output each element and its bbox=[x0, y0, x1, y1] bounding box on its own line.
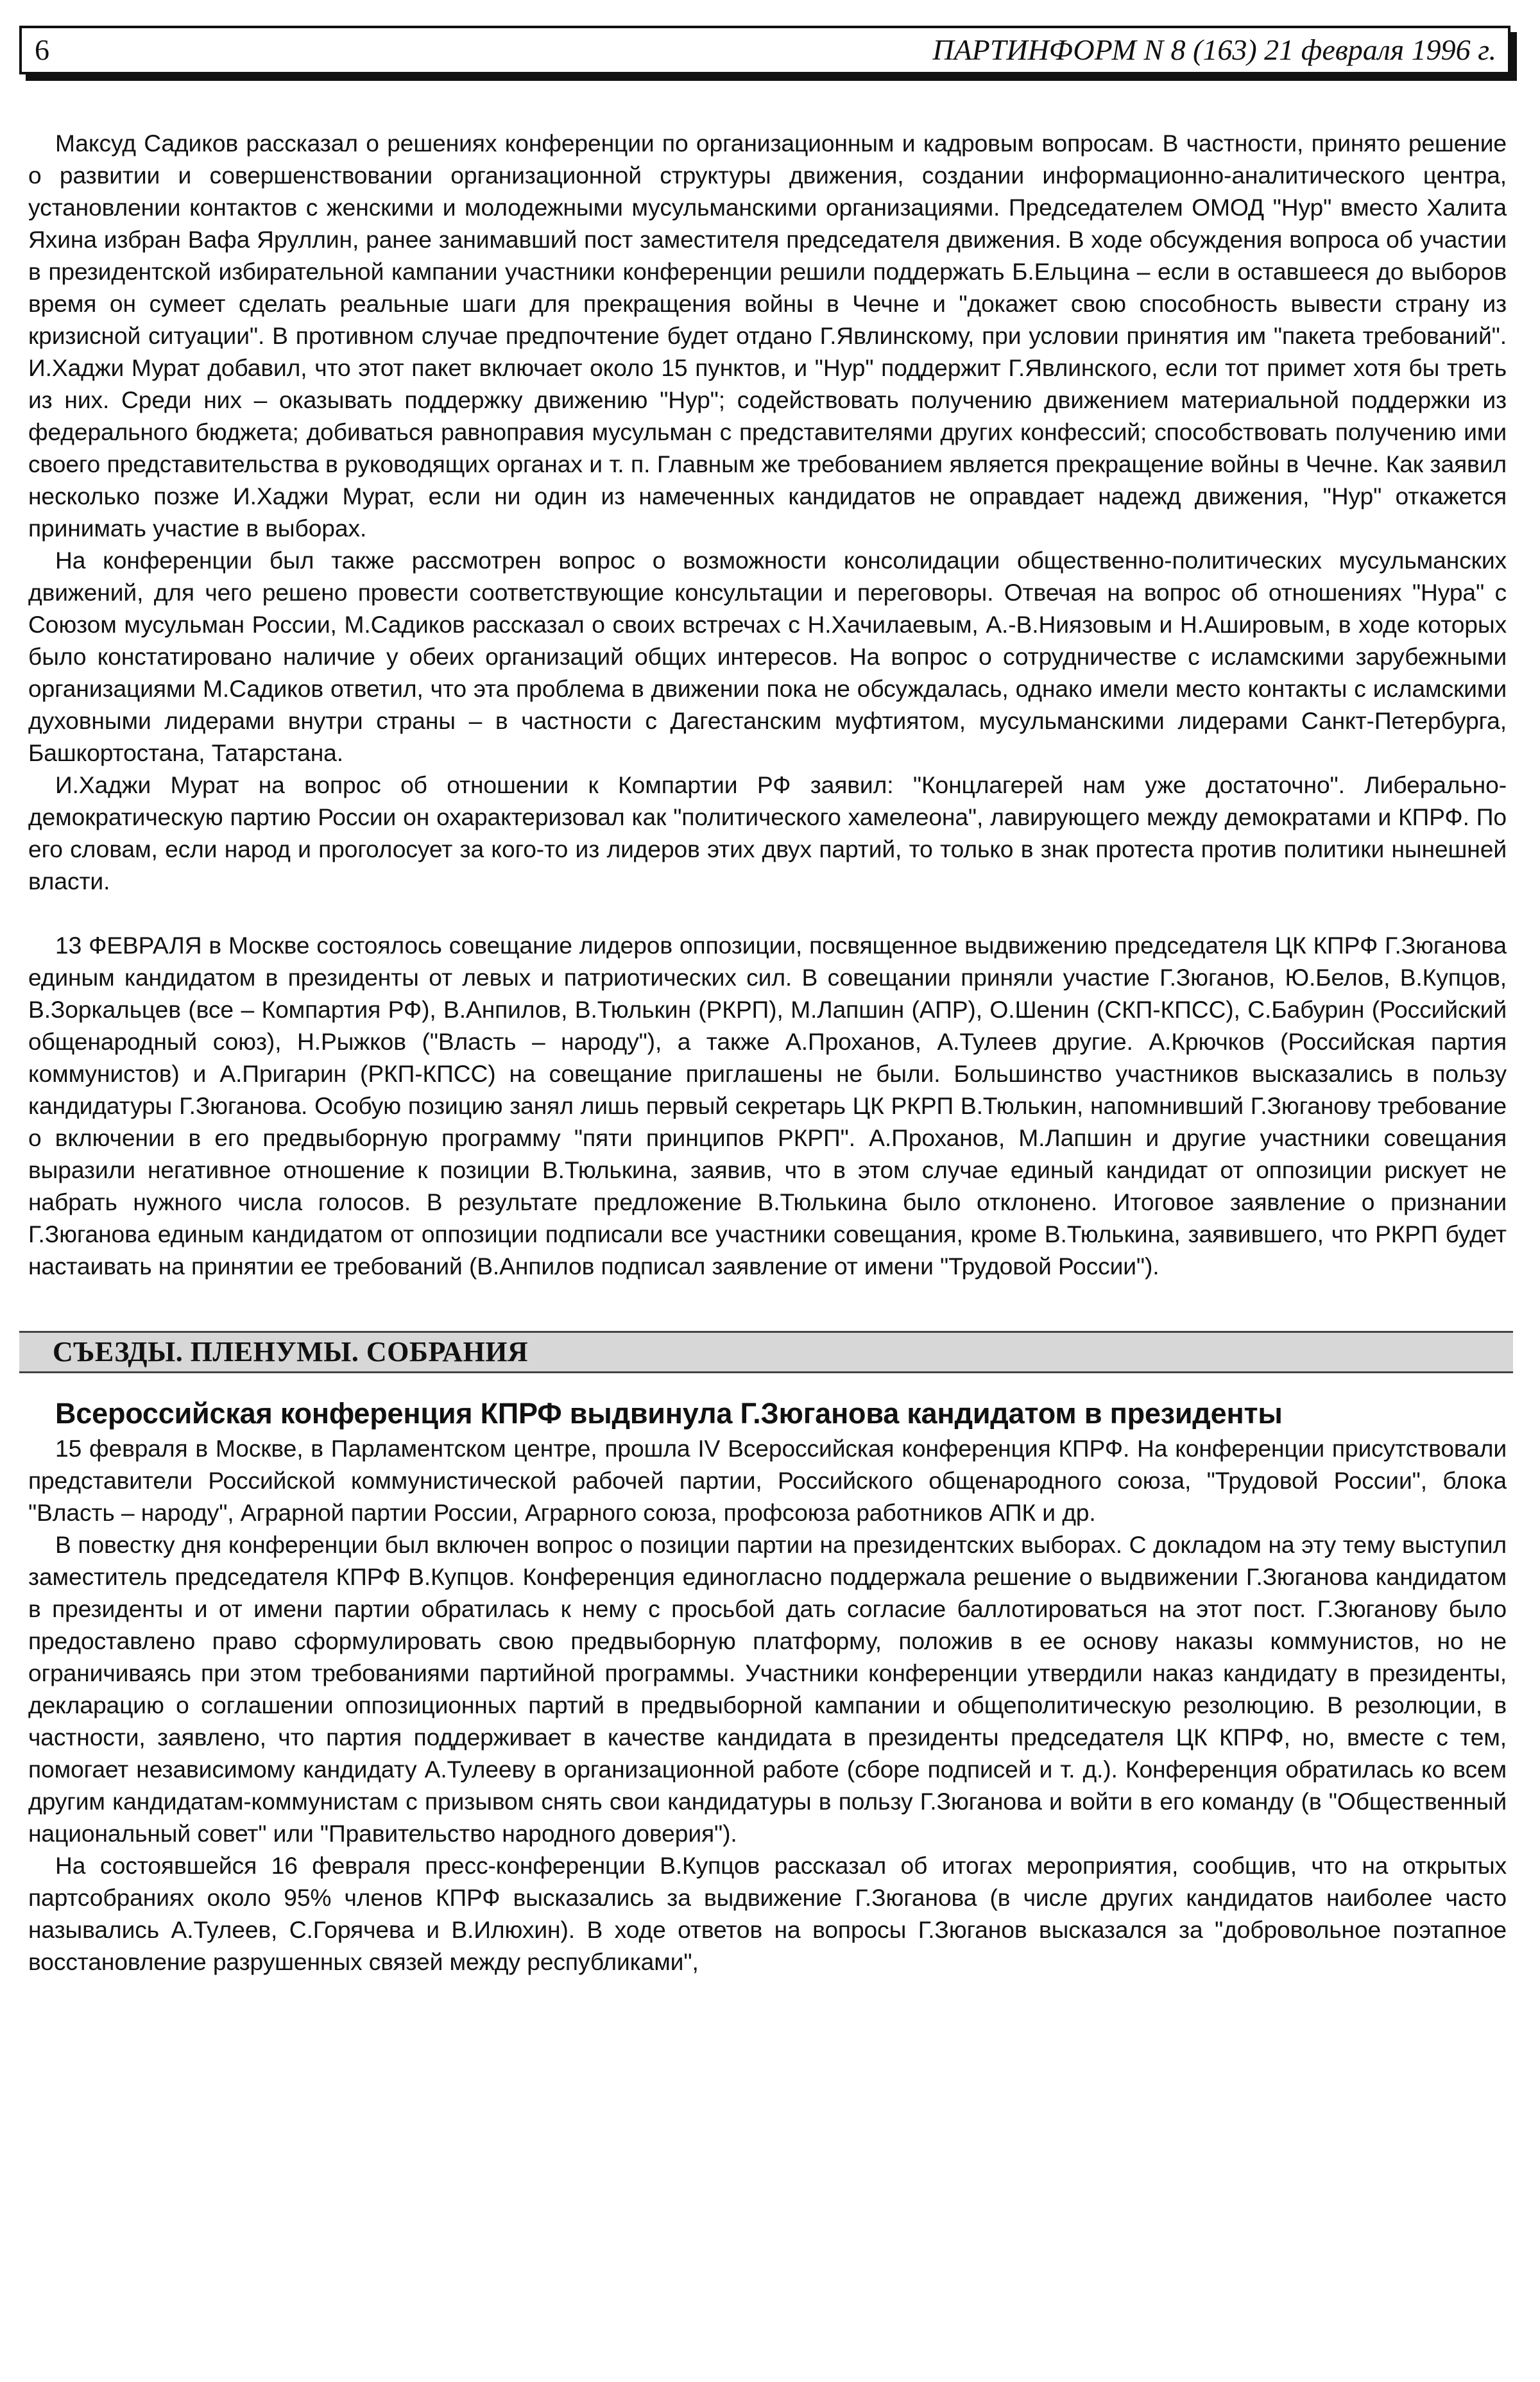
issue-info: ПАРТИНФОРМ N 8 (163) 21 февраля 1996 г. bbox=[932, 33, 1496, 66]
article-paragraph-2: В повестку дня конференции был включен вопрос о позиции партии на президентских выборах. С докладом на эту тему выступил заместитель председателя КПРФ В.Купцов. Конференция единогласно поддержала решение о выдвижении Г.Зюганова кандидатом в президенты и от имени партии обратилась к нему с просьбой дать согласие баллотироваться на этот пост. Г.Зюганову было предоставлено право сформулировать свою предвыборную платформу, положив в ее основу наказы коммунистов, но не ограничиваясь при этом требованиями партийной программы. Участники конференции утвердили наказ кандидату в президенты, декларацию о соглашении оппозиционных партий в предвыборной кампании и общеполитическую резолюцию. В резолюции, в частности, заявлено, что партия поддерживает в качестве кандидата в президенты председателя ЦК КПРФ, но, вместе с тем, помогает независимому кандидату А.Тулееву в организационной работе (сборе подписей и т. д.). Конференция обратилась ко всем другим кандидатам-коммунистам с призывом снять свои кандидатуры в пользу Г.Зюганова и войти в его команду (в "Общественный национальный совет" или "Правительство народного доверия"). bbox=[28, 1531, 1507, 1847]
paragraph-feb13: 13 ФЕВРАЛЯ в Москве состоялось совещание лидеров оппозиции, посвященное выдвижению председателя ЦК КПРФ Г.Зюганова единым кандидатом в президенты от левых и патриотических сил. В совещании приняли участие Г.Зюганов, Ю.Белов, В.Купцов, В.Зоркальцев (все – Компартия РФ), В.Анпилов, В.Тюлькин (РКРП), М.Лапшин (АПР), О.Шенин (СКП-КПСС), С.Бабурин (Российский общенародный союз), Н.Рыжков ("Власть – народу"), а также А.Проханов, А.Тулеев другие. А.Крючков (Российская партия коммунистов) и А.Пригарин (РКП-КПСС) на совещание приглашены не были. Большинство участников высказались в пользу кандидатуры Г.Зюганова. Особую позицию занял лишь первый секретарь ЦК РКРП В.Тюлькин, напомнивший Г.Зюганову требование о включении в его предвыборную программу "пяти принципов РКРП". А.Проханов, М.Лапшин и другие участники совещания выразили негативное отношение к позиции В.Тюлькина, заявив, что в этом случае единый кандидат от оппозиции рискует не набрать нужного числа голосов. В результате предложение В.Тюлькина было отклонено. Итоговое заявление о признании Г.Зюганова единым кандидатом от оппозиции подписали все участники совещания, кроме В.Тюлькина, заявившего, что РКРП будет настаивать на принятии ее требований (В.Анпилов подписал заявление от имени "Трудовой России"). bbox=[28, 932, 1507, 1280]
page-number: 6 bbox=[35, 33, 49, 66]
page-header bbox=[19, 26, 1510, 74]
paragraph-top-2: На конференции был также рассмотрен вопрос о возможности консолидации общественно-политических мусульманских движений, для чего решено провести соответствующие консультации и переговоры. Отвечая на вопрос об отношениях "Нура" с Союзом мусульман России, М.Садиков рассказал о своих встречах с Н.Хачилаевым, А.-В.Ниязовым и Н.Ашировым, в ходе которых было констатировано наличие у обеих организаций общих интересов. На вопрос о сотрудничестве с исламскими зарубежными организациями М.Садиков ответил, что эта проблема в движении пока не обсуждалась, однако имели место контакты с исламскими духовными лидерами внутри страны – в частности с Дагестанским муфтиятом, мусульманскими лидерами Санкт-Петербурга, Башкортостана, Татарстана. bbox=[28, 547, 1507, 766]
section-heading-bar bbox=[19, 1331, 1513, 1373]
paragraph-top-1: Максуд Садиков рассказал о решениях конференции по организационным и кадровым вопросам. В частности, принято решение о развитии и совершенствовании организационной структуры движения, создании информационно-аналитического центра, установлении контактов с женскими и молодежными мусульманскими организациями. Председателем ОМОД "Нур" вместо Халита Яхина избран Вафа Яруллин, ранее занимавший пост заместителя председателя движения. В ходе обсуждения вопроса об участии в президентской избирательной кампании участники конференции решили поддержать Б.Ельцина – если в оставшееся до выборов время он сумеет сделать реальные шаги для прекращения войны в Чечне и "докажет свою способность вывести страну из кризисной ситуации". В противном случае предпочтение будет отдано Г.Явлинскому, при условии принятия им "пакета требований". И.Хаджи Мурат добавил, что этот пакет включает около 15 пунктов, и "Нур" поддержит Г.Явлинского, если тот примет хотя бы треть из них. Среди них – оказывать поддержку движению "Нур"; содействовать получению движением материальной поддержки из федерального бюджета; добиваться равноправия мусульман с представителями других конфессий; способствовать получению ими своего представительства в руководящих органах и т. п. Главным же требованием является прекращение войны в Чечне. Как заявил несколько позже И.Хаджи Мурат, если ни один из намеченных кандидатов не оправдает надежд движения, "Нур" откажется принимать участие в выборах. bbox=[28, 130, 1507, 542]
page-content bbox=[28, 127, 1507, 1978]
section-title: СЪЕЗДЫ. ПЛЕНУМЫ. СОБРАНИЯ bbox=[53, 1336, 529, 1367]
paragraph-top-3: И.Хаджи Мурат на вопрос об отношении к Компартии РФ заявил: "Концлагерей нам уже достаточно". Либерально-демократическую партию России он охарактеризовал как "политического хамелеона", лавирующего между демократами и КПРФ. По его словам, если народ и проголосует за кого-то из лидеров этих двух партий, то только в знак протеста против политики нынешней власти. bbox=[28, 771, 1507, 895]
section-spacer bbox=[28, 1282, 1507, 1331]
article-paragraph-3: На состоявшейся 16 февраля пресс-конференции В.Купцов рассказал об итогах мероприятия, сообщив, что на открытых партсобраниях около 95% членов КПРФ высказались за выдвижение Г.Зюганова (в числе других кандидатов наиболее часто назывались А.Тулеев, С.Горячева и В.Илюхин). В ходе ответов на вопросы Г.Зюганов высказался за "добровольное поэтапное восстановление разрушенных связей между республиками", bbox=[28, 1852, 1507, 1975]
paragraph-spacer bbox=[28, 897, 1507, 929]
article-paragraph-1: 15 февраля в Москве, в Парламентском центре, прошла IV Всероссийская конференция КПРФ. На конференции присутствовали представители Российской коммунистической рабочей партии, Российского общенародного союза, "Трудовой России", блока "Власть – народу", Аграрной партии России, Аграрного союза, профсоюза работников АПК и др. bbox=[28, 1435, 1507, 1526]
article-title: Всероссийская конференция КПРФ выдвинула Г.Зюганова кандидатом в президенты bbox=[55, 1397, 1283, 1430]
